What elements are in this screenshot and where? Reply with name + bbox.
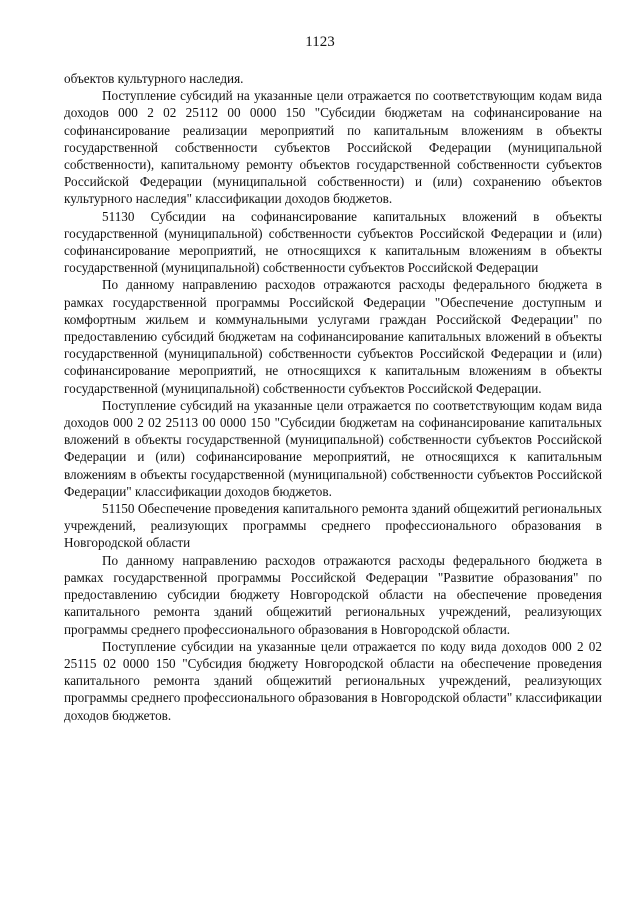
paragraph-expenses-51130: По данному направлению расходов отражаются расходы федерального бюджета в рамках государственной программы Российской Федерации "Обеспечение доступным и комфортным жильем и коммунальными услугами граждан Российской Федерации" по предоставлению субсидий бюджетам на софинансирование капитальных вложений в объекты государственной (муниципальной) собственности субъектов Российской Федерации и (или) софинансирование мероприятий, не относящихся к капитальным вложениям в объекты государственной (муниципальной) собственности субъектов Российской Федерации. bbox=[64, 277, 602, 396]
paragraph-revenue-25113: Поступление субсидий на указанные цели отражается по соответствующим кодам вида доходов 000 2 02 25113 00 0000 150 "Субсидии бюджетам на софинансирование капитальных вложений в объекты государственной (муниципальной) собственности субъектов Российской Федерации и (или) софинансирование мероприятий, не относящихся к капитальным вложениям в объекты государственной (муниципальной) собственности субъектов Российской Федерации" классификации доходов бюджетов. bbox=[64, 397, 602, 499]
paragraph-continuation: объектов культурного наследия. bbox=[64, 71, 244, 86]
paragraph-expenses-51150: По данному направлению расходов отражаются расходы федерального бюджета в рамках государственной программы Российской Федерации "Развитие образования" по предоставлению субсидии бюджету Новгородской области на обеспечение проведения капитального ремонта зданий общежитий региональных учреждений, реализующих программы среднего профессионального образования в Новгородской области. bbox=[64, 552, 602, 637]
section-heading-51150: 51150 Обеспечение проведения капитального ремонта зданий общежитий региональных учреждений, реализующих программы среднего профессионального образования в Новгородской области bbox=[64, 501, 602, 551]
body-text bbox=[64, 70, 602, 724]
paragraph-revenue-25115: Поступление субсидии на указанные цели отражается по коду вида доходов 000 2 02 25115 02 0000 150 "Субсидия бюджету Новгородской области на обеспечение проведения капитального ремонта зданий общежитий региональных учреждений, реализующих программы среднего профессионального образования в Новгородской области" классификации доходов бюджетов. bbox=[64, 638, 602, 723]
page-number: 1123 bbox=[305, 34, 335, 50]
section-heading-51130: 51130 Субсидии на софинансирование капитальных вложений в объекты государственной (муниципальной) собственности субъектов Российской Федерации и (или) софинансирование мероприятий, не относящихся к капитальным вложениям в объекты государственной (муниципальной) собственности субъектов Российской Федерации bbox=[64, 208, 602, 276]
paragraph-revenue-25112: Поступление субсидий на указанные цели отражается по соответствующим кодам вида доходов 000 2 02 25112 00 0000 150 "Субсидии бюджетам на софинансирование на софинансирование реализации мероприятий по капитальным вложениям в объекты государственной собственности субъектов Российской Федерации (муниципальной собственности), капитальному ремонту объектов государственной собственности субъектов Российской Федерации (муниципальной собственности) и (или) сохранению объектов культурного наследия" классификации доходов бюджетов. bbox=[64, 88, 602, 207]
